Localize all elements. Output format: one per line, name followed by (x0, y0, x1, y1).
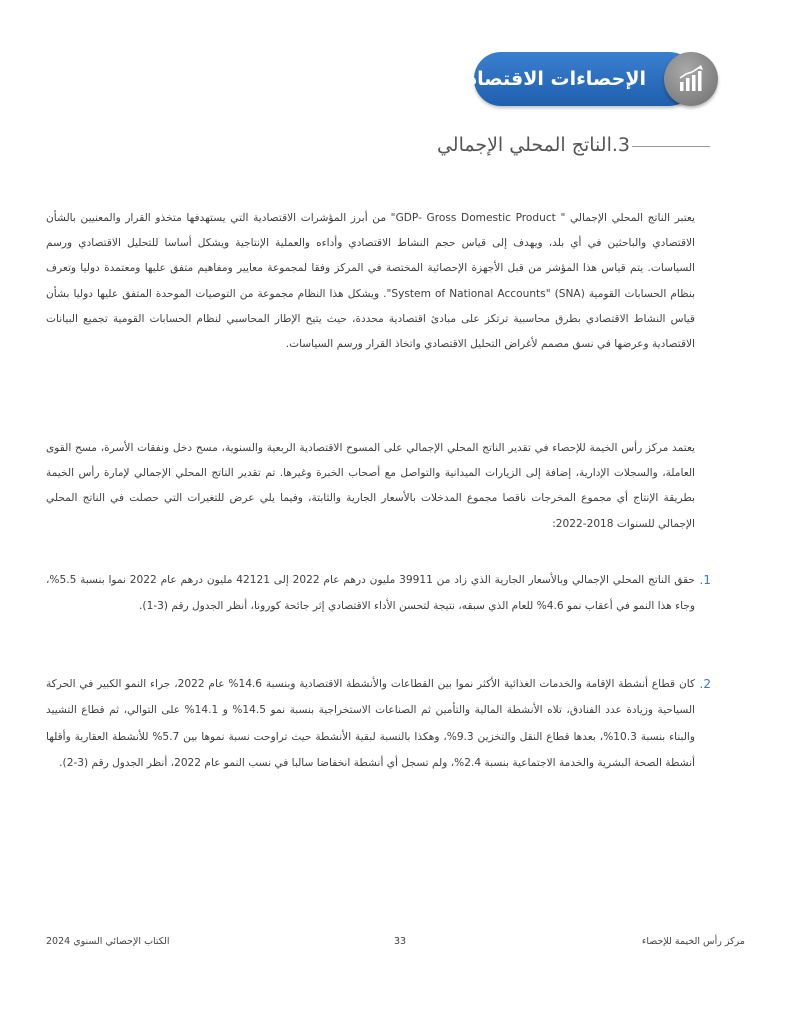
list-item-text: كان قطاع أنشطة الإقامة والخدمات الغذائية الأكثر نموا بين القطاعات والأنشطة الاقتصادية وبنسبة 14.6% عام 2022، جراء النمو الكبير في الحركة السياحية وزيادة عدد الفنادق، تلاه الأنشطة المالية والتأمين ثم الصناعات الاستخراجية بنسبة نمو 14.5% و 14.1% على التوالي، ثم قطاع التشييد والبناء بنسبة 10.3%، بعدها قطاع النقل والتخزين 9.3%، وهكذا بالنسبة لبقية الأنشطة حيث تراوحت نسبة نموها بين 5.7% للأنشطة العقارية وأقلها أنشطة الصحة البشرية والخدمة الاجتماعية بنسبة 2.4%، ولم تسجل أي أنشطة انخفاضا سالبا في نسب النمو عام 2022، أنظر الجدول رقم (3-2). (46, 678, 695, 770)
gdp-definition-paragraph: يعتبر الناتج المحلي الإجمالي " GDP- Gross Domestic Product" من أبرز المؤشرات الاقتصادية التي يستهدفها متخذو القرار والمعنيين بالشأن الاقتصادي والباحثين في أي بلد، ويهدف إلى قياس حجم النشاط الاقتصادي وأداءه والعملية الإنتاجية ويشكل أساسا للتحليل الاقتصادي ورسم السياسات. يتم قياس هذا المؤشر من قبل الأجهزة الإحصائية المختصة في المركز وفقا لمجموعة معايير ومفاهيم متفق عليها ومعتمدة دوليا وتعرف بنظام الحسابات القومية (SNA) "System of National Accounts". ويشكل هذا النظام مجموعة من التوصيات الموحدة المتفق عليها دوليا بشأن قياس النشاط الاقتصادي بطرق محاسبية ترتكز على مبادئ اقتصادية محددة، حيث يتيح الإطار المحاسبي لنظام الحسابات القومية تجميع البيانات الاقتصادية وعرضها في نسق مصمم لأغراض التحليل الاقتصادي واتخاذ القرار ورسم السياسات. (46, 212, 695, 351)
banner-pill (448, 52, 696, 106)
footer-publication: الكتاب الإحصائي السنوي 2024 (46, 936, 170, 947)
banner-title: الإحصاءات الاقتصادية (448, 68, 646, 90)
section-heading (430, 128, 710, 162)
section-banner (448, 52, 722, 106)
list-item-text: حقق الناتج المحلي الإجمالي وبالأسعار الجارية الذي زاد من 39911 مليون درهم عام 2022 إلى 42121 مليون درهم عام 2022 نموا بنسبة 5.5%، وجاء هذا النمو في أعقاب نمو 4.6% للعام الذي سبقه، نتيجة لتحسن الأداء الاقتصادي إثر جائحة كورونا، أنظر الجدول رقم (3-1). (46, 574, 695, 613)
section-title: 3.الناتج المحلي الإجمالي (436, 134, 630, 156)
footer-organization: مركز رأس الخيمة للإحصاء (641, 936, 745, 947)
heading-rule (632, 146, 710, 147)
gdp-methodology-paragraph: يعتمد مركز رأس الخيمة للإحصاء في تقدير الناتج المحلي الإجمالي على المسوح الاقتصادية الربعية والسنوية، مسح دخل ونفقات الأسرة، مسح القوى العاملة، والسجلات الإدارية، إضافة إلى الزيارات الميدانية والتواصل مع أصحاب الخبرة وغيرها. تم تقدير الناتج المحلي الإجمالي لإمارة رأس الخيمة بطريقة الإنتاج أي مجموع المخرجات ناقصا مجموع المدخلات بالأسعار الجارية والثابتة، وفيما يلي عرض للتغيرات التي حصلت في الناتج المحلي الإجمالي للسنوات 2018-2022: (46, 442, 695, 530)
list-item-number: 2. (699, 677, 711, 691)
list-item (46, 671, 711, 777)
bar-chart-growth-icon (664, 52, 718, 106)
page-number: 33 (393, 936, 407, 947)
list-item (46, 567, 711, 620)
list-item-number: 1. (699, 573, 711, 587)
